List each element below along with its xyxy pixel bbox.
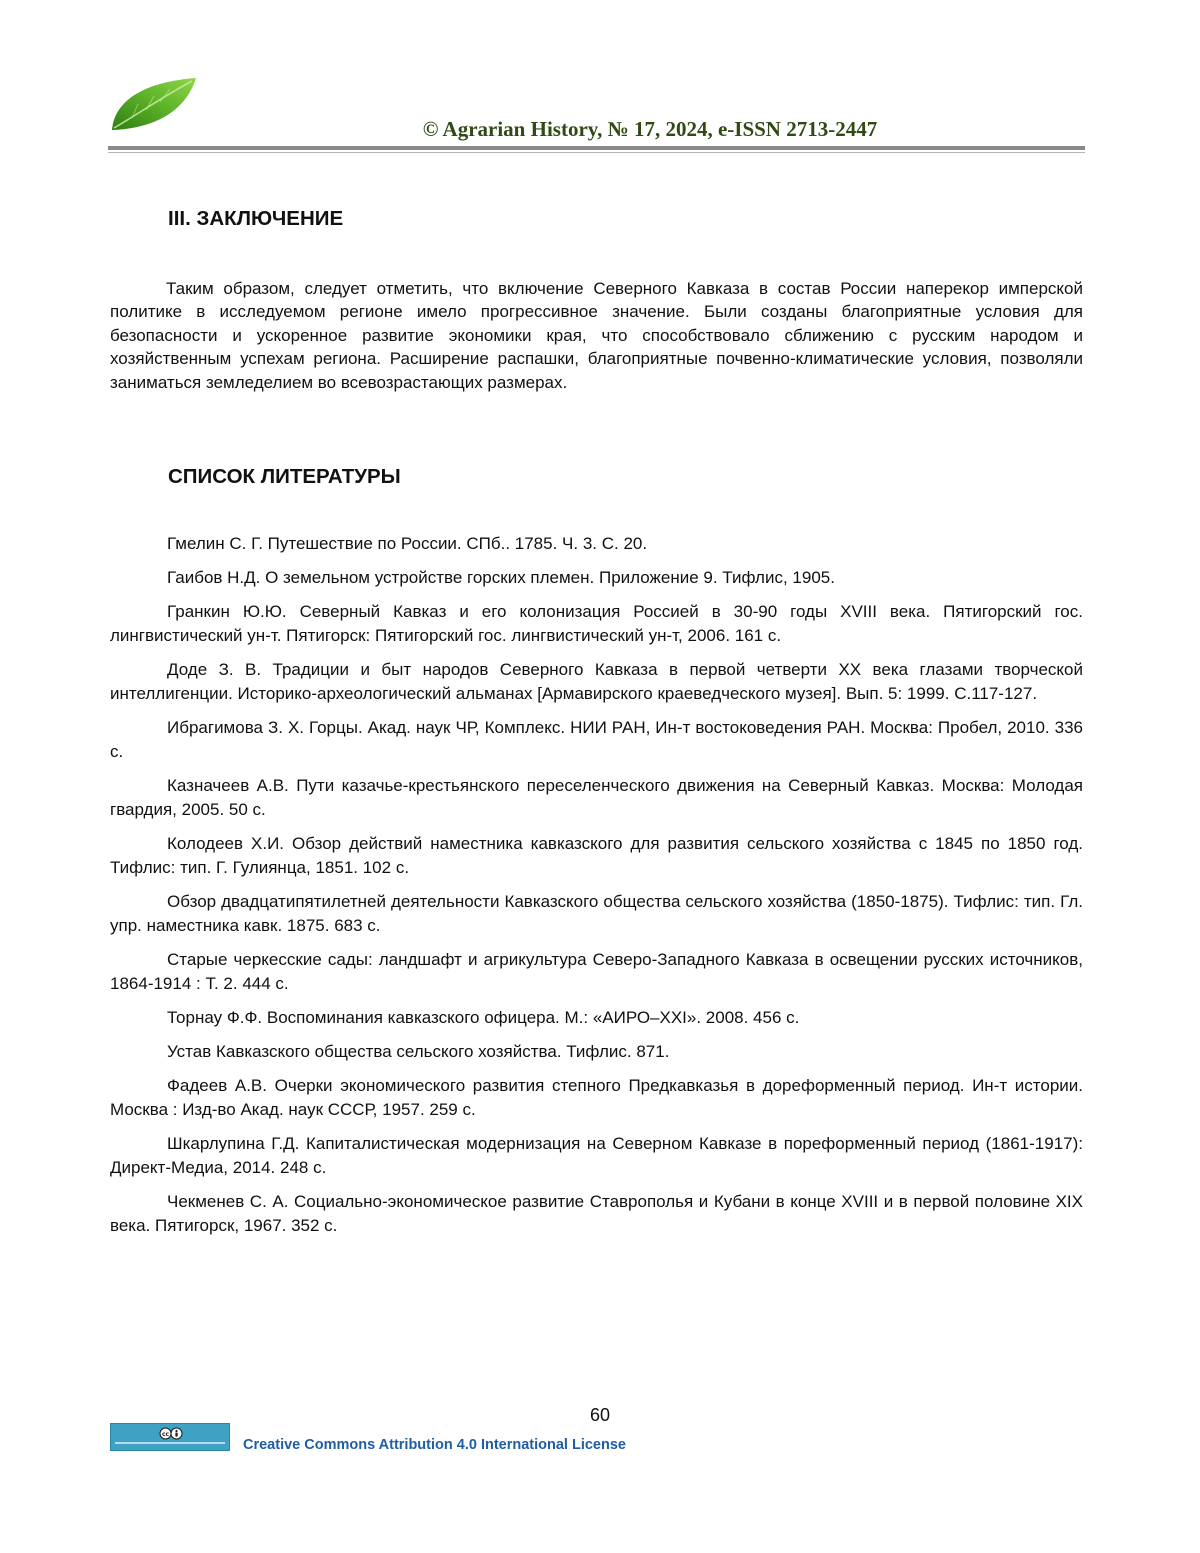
reference-item: Колодеев Х.И. Обзор действий наместника кавказского для развития сельского хозяйства с 1845 по 1850 год. Тифлис: тип. Г. Гулиянца, 1851. 102 с. bbox=[110, 834, 1083, 877]
header-divider bbox=[108, 146, 1085, 150]
reference-item: Старые черкесские сады: ландшафт и агрикультура Северо-Западного Кавказа в освещении русских источников, 1864-1914 : Т. 2. 444 с. bbox=[110, 949, 1083, 993]
reference-item: Доде З. В. Традиции и быт народов Северного Кавказа в первой четверти XX века глазами творческой интеллигенции. Историко-археологический альманах [Армавирского краеведческого музея]. Вып. 5: 1999. С.117-127. bbox=[110, 660, 1083, 704]
reference-item: Казначеев А.В. Пути казачье-крестьянского переселенческого движения на Северный Кавказ. Москва: Молодая гвардия, 2005. 50 с. bbox=[110, 776, 1083, 819]
reference-item: Устав Кавказского общества сельского хозяйства. Тифлис. 871. bbox=[167, 1041, 670, 1061]
reference-item: Гаибов Н.Д. О земельном устройстве горских племен. Приложение 9. Тифлис, 1905. bbox=[167, 568, 835, 588]
conclusion-paragraph: Таким образом, следует отметить, что включение Северного Кавказа в состав России наперекор имперской политике в исследуемом регионе имело прогрессивное значение. Были созданы благоприятные условия для безопасности и ускоренное развитие экономики края, что способствовало сближению с русским народом и хозяйственным успехам региона. Расширение распашки, благоприятные почвенно-климатические условия, позволяли заниматься земледелием во всевозрастающих размерах. bbox=[110, 279, 1083, 392]
references-heading: СПИСОК ЛИТЕРАТУРЫ bbox=[168, 465, 401, 488]
reference-item: Обзор двадцатипятилетней деятельности Кавказского общества сельского хозяйства (1850-1875). Тифлис: тип. Гл. упр. наместника кавк. 1875. 683 с. bbox=[110, 891, 1083, 935]
badge-caption-line bbox=[115, 1442, 225, 1444]
reference-item: Торнау Ф.Ф. Воспоминания кавказского офицера. М.: «АИРО–XXI». 2008. 456 с. bbox=[167, 1007, 800, 1027]
svg-text:cc: cc bbox=[161, 1431, 170, 1438]
cc-symbol-icon bbox=[159, 1427, 183, 1440]
license-link[interactable]: Creative Commons Attribution 4.0 International License bbox=[243, 1437, 626, 1453]
reference-item: Шкарлупина Г.Д. Капиталистическая модернизация на Северном Кавказе в пореформенный период (1861-1917): Директ-Медиа, 2014. 248 с. bbox=[110, 1134, 1083, 1177]
reference-item: Чекменев С. А. Социально-экономическое развитие Ставрополья и Кубани в конце XVIII и в первой половине XIX века. Пятигорск, 1967. 352 с. bbox=[110, 1191, 1083, 1235]
leaf-icon bbox=[108, 74, 200, 134]
conclusion-heading: III. ЗАКЛЮЧЕНИЕ bbox=[168, 207, 344, 230]
cc-by-badge-icon[interactable] bbox=[110, 1423, 230, 1451]
header-divider-thin bbox=[108, 152, 1085, 153]
reference-item: Гранкин Ю.Ю. Северный Кавказ и его колонизация Россией в 30-90 годы XVIII века. Пятигорский гос. лингвистический ун-т. Пятигорск: Пятигорский гос. лингвистический ун-т, 2006. 161 с. bbox=[110, 602, 1083, 646]
reference-list bbox=[110, 532, 1083, 1248]
reference-item: Гмелин С. Г. Путешествие по России. СПб.. 1785. Ч. 3. С. 20. bbox=[167, 534, 648, 553]
journal-title: © Agrarian History, № 17, 2024, e-ISSN 2713-2447 bbox=[422, 117, 878, 141]
page-number: 60 bbox=[589, 1405, 611, 1425]
reference-item: Ибрагимова З. Х. Горцы. Акад. наук ЧР, Комплекс. НИИ РАН, Ин-т востоковедения РАН. Москва: Пробел, 2010. 336 с. bbox=[110, 718, 1083, 761]
reference-item: Фадеев А.В. Очерки экономического развития степного Предкавказья в дореформенный период. Ин-т истории. Москва : Изд-во Акад. наук СССР, 1957. 259 с. bbox=[110, 1076, 1083, 1119]
